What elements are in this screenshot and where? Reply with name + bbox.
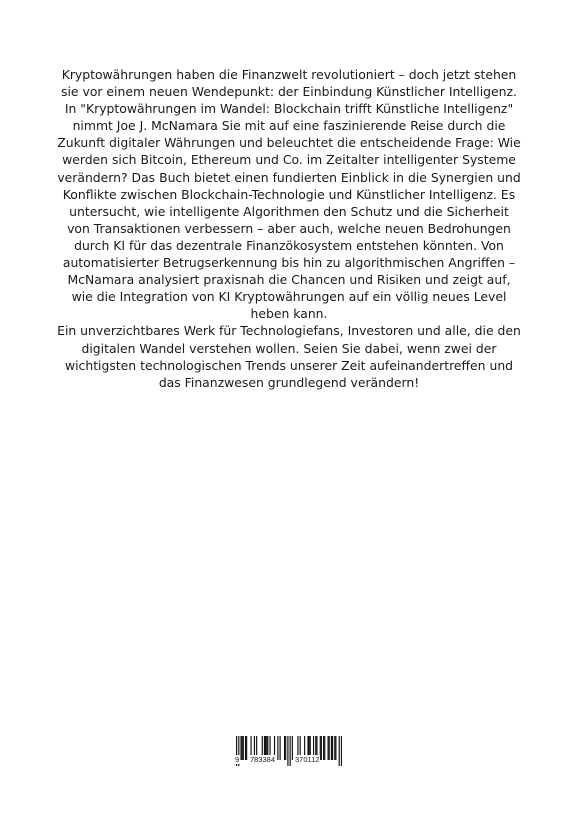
barcode-digits-left: 783384 [250,755,276,764]
barcode-digits-right: 370112 [295,755,320,764]
isbn-barcode-digits [236,754,342,766]
blurb-paragraph-2: Ein unverzichtbares Werk für Technologiefans, Investoren und alle, die den digitalen Wandel verstehen wollen. Seien Sie dabei, wenn zwei der wichtigsten technologischen Trends unserer Zeit aufeinandertreffen und das Finanzwesen grundlegend verändern! [57,323,521,390]
back-cover-blurb [56,66,522,391]
barcode-digit-first: 9 [235,755,240,764]
blurb-paragraph-1: Kryptowährungen haben die Finanzwelt revolutioniert – doch jetzt stehen sie vor einem neuen Wendepunkt: der Einbindung Künstlicher Intelligenz. In "Kryptowährungen im Wandel: Blockchain trifft Künstliche Intelligenz" nimmt Joe J. McNamara Sie mit auf eine faszinierende Reise durch die Zukunft digitaler Währungen und beleuchtet die entscheidende Frage: Wie werden sich Bitcoin, Ethereum und Co. im Zeitalter intelligenter Systeme verändern? Das Buch bietet einen fundierten Einblick in die Synergien und Konflikte zwischen Blockchain-Technologie und Künstlicher Intelligenz. Es untersucht, wie intelligente Algorithmen den Schutz und die Sicherheit von Transaktionen verbessern – aber auch, welche neuen Bedrohungen durch KI für das dezentrale Finanzökosystem entstehen könnten. Von automatisierter Betrugserkennung bis hin zu algorithmischen Angriffen – McNamara analysiert praxisnah die Chancen und Risiken und zeigt auf, wie die Integration von KI Kryptowährungen auf ein völlig neues Level heben kann. [57,67,521,322]
